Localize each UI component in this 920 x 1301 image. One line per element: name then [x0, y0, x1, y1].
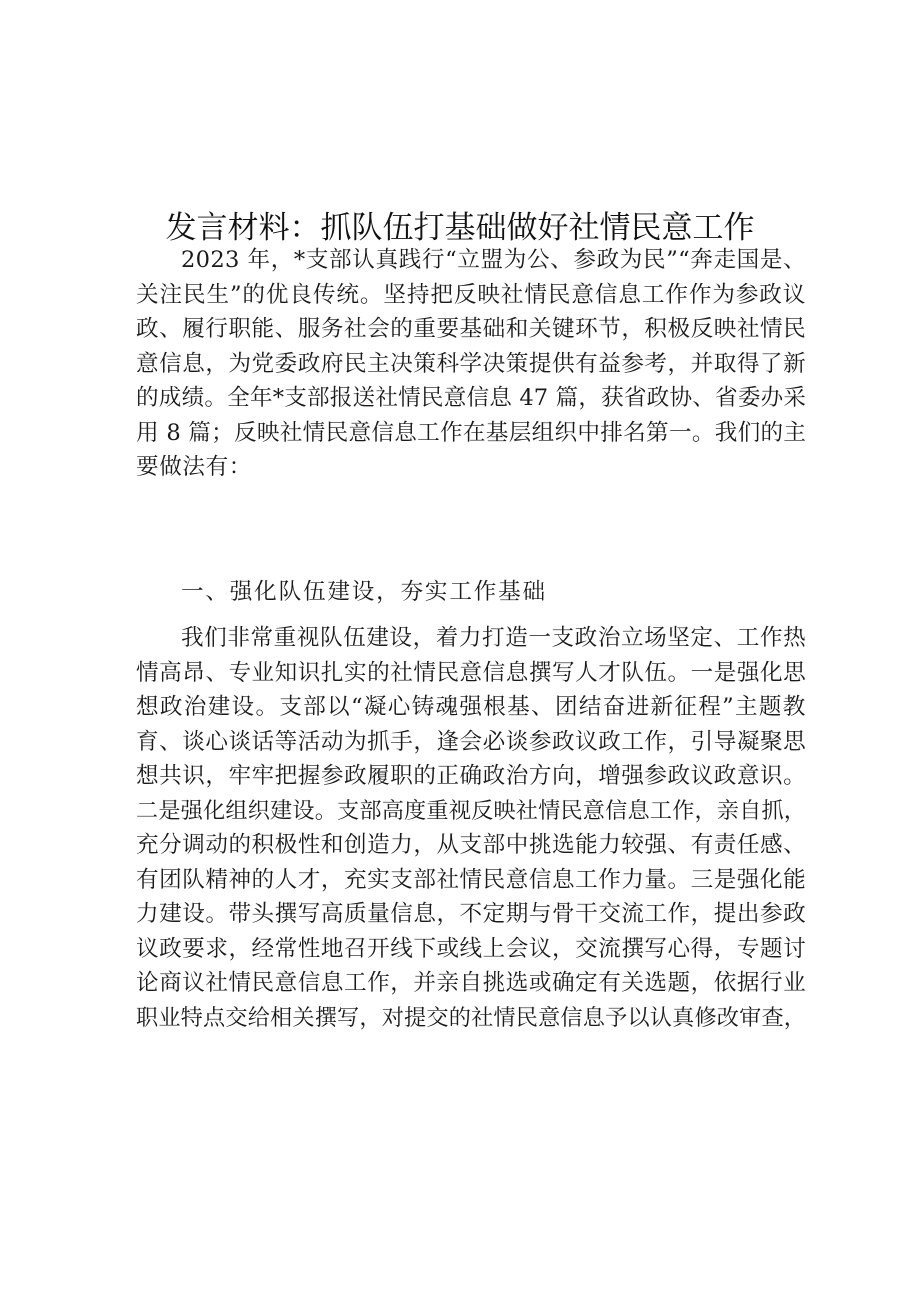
paragraph-line: 想共识，牢牢把握参政履职的正确政治方向，增强参政议政意识。 [136, 763, 806, 789]
paragraph-line: 力建设。带头撰写高质量信息，不定期与骨干交流工作，提出参政 [136, 901, 806, 927]
paragraph-line: 职业特点交给相关撰写，对提交的社情民意信息予以认真修改审查， [136, 1004, 806, 1031]
document-title: 发言材料：抓队伍打基础做好社情民意工作 [165, 210, 755, 246]
paragraph-line: 二是强化组织建设。支部高度重视反映社情民意信息工作，亲自抓， [136, 797, 806, 824]
paragraph-line: 政、履行职能、服务社会的重要基础和关键环节，积极反映社情民 [136, 316, 806, 342]
paragraph-team-building [136, 621, 806, 1035]
paragraph-line: 用 8 篇；反映社情民意信息工作在基层组织中排名第一。我们的主 [136, 419, 806, 446]
section-heading: 一、强化队伍建设，夯实工作基础 [181, 579, 547, 605]
paragraph-line: 想政治建设。支部以“凝心铸魂强根基、团结奋进新征程”主题教 [136, 694, 806, 720]
paragraph-line: 议政要求，经常性地召开线下或线上会议，交流撰写心得，专题讨 [136, 935, 806, 962]
paragraph-line: 充分调动的积极性和创造力，从支部中挑选能力较强、有责任感、 [136, 832, 806, 858]
paragraph-line: 情高昂、专业知识扎实的社情民意信息撰写人才队伍。一是强化思 [136, 659, 806, 686]
paragraph-line: 的成绩。全年*支部报送社情民意信息 47 篇，获省政协、省委办采 [136, 385, 806, 411]
paragraph-line: 关注民生”的优良传统。坚持把反映社情民意信息工作作为参政议 [136, 281, 806, 308]
paragraph-line: 论商议社情民意信息工作，并亲自挑选或确定有关选题，依据行业 [136, 970, 806, 996]
paragraph-line: 有团队精神的人才，充实支部社情民意信息工作力量。三是强化能 [136, 866, 806, 893]
paragraph-line: 育、谈心谈话等活动为抓手，逢会必谈参政议政工作，引导凝聚思 [136, 728, 806, 755]
paragraph-line: 意信息，为党委政府民主决策科学决策提供有益参考，并取得了新 [136, 350, 806, 377]
paragraph-line: 2023 年，*支部认真践行“立盟为公、参政为民”“奔走国是、 [181, 247, 806, 273]
paragraph-line: 要做法有： [136, 454, 252, 480]
paragraph-intro [136, 243, 806, 485]
paragraph-line: 我们非常重视队伍建设，着力打造一支政治立场坚定、工作热 [181, 625, 806, 651]
